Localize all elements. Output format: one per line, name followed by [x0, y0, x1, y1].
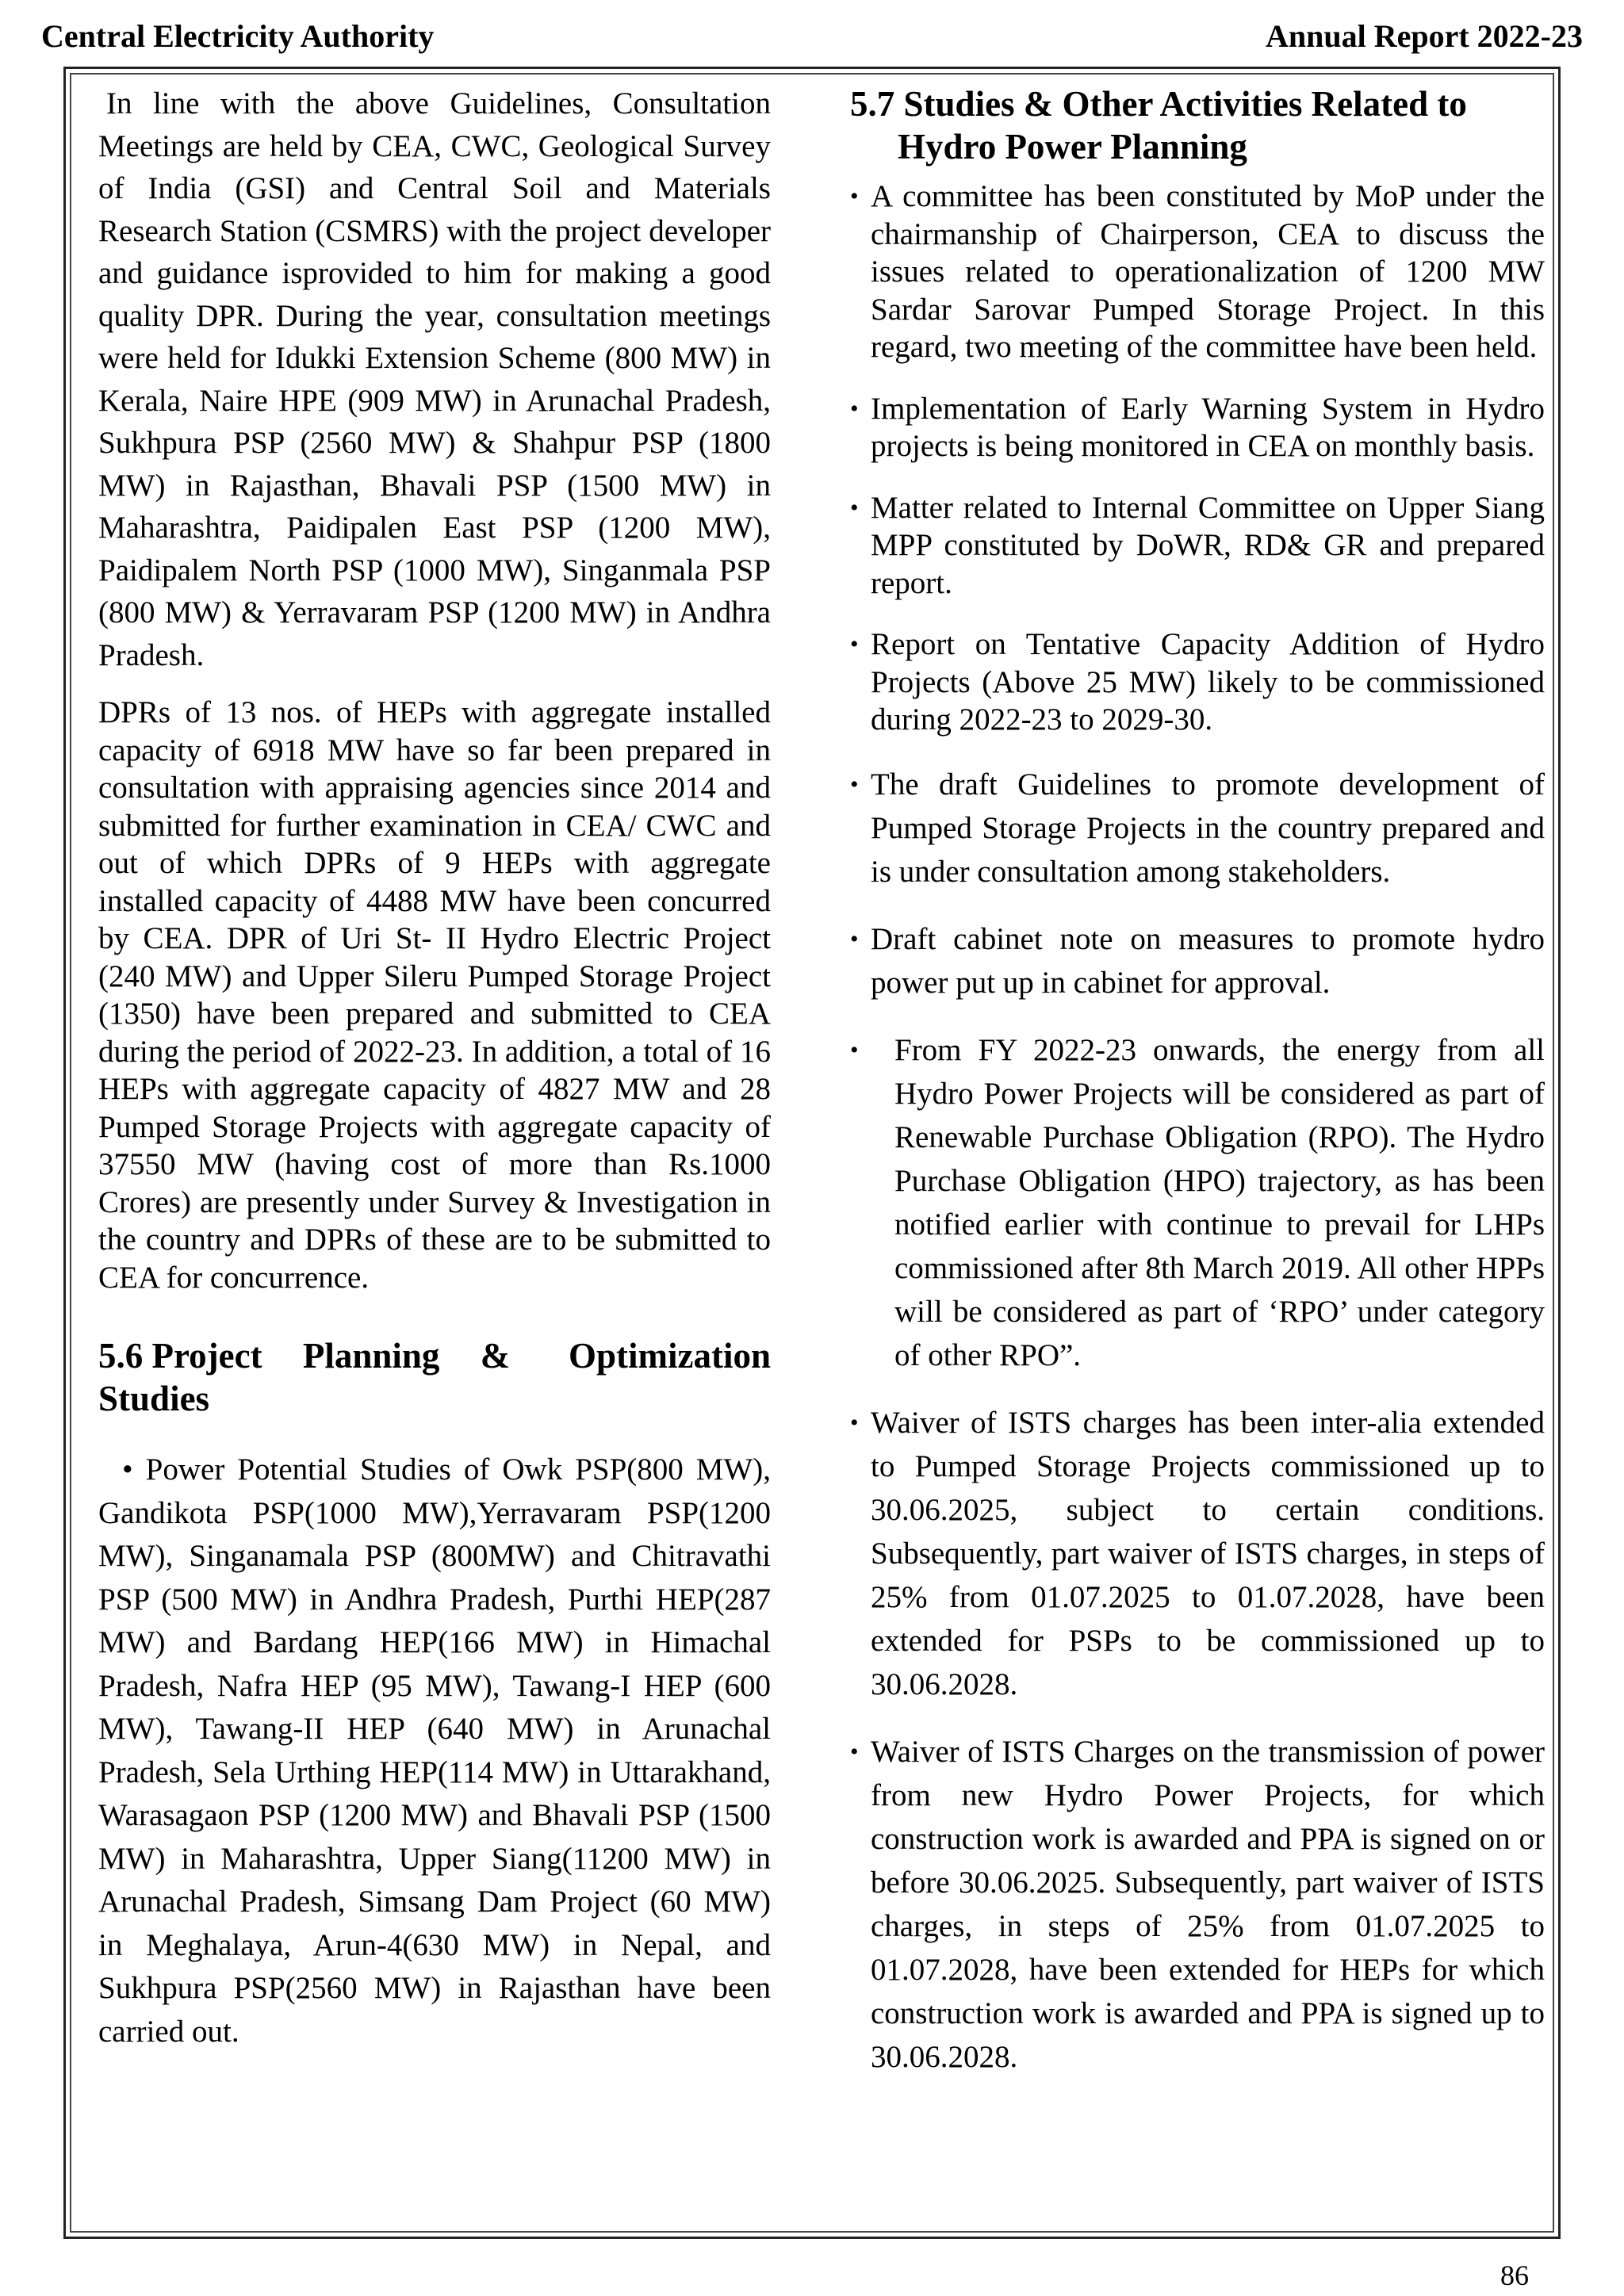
consultation-meetings-paragraph: In line with the above Guidelines, Consultation Meetings are held by CEA, CWC, Geological Survey of India (GSI) and Central Soil and Materials Research Station (CSMRS) with the project developer and guidance isprovided to him for making a good quality DPR. During the year, consultation meetings were held for Idukki Extension Scheme (800 MW) in Kerala, Naire HPE (909 MW) in Arunachal Pradesh, Sukhpura PSP (2560 MW) & Shahpur PSP (1800 MW) in Rajasthan, Bhavali PSP (1500 MW) in Maharashtra, Paidipalen East PSP (1200 MW), Paidipalem North PSP (1000 MW), Singanmala PSP (800 MW) & Yerravaram PSP (1200 MW) in Andhra Pradesh.	[98, 86, 771, 672]
bullet-marker: •	[850, 183, 859, 209]
left-column	[98, 82, 771, 2053]
section-5-6-heading: 5.6 Project Planning & Optimization Studies	[98, 1336, 771, 1418]
header-report-title: Annual Report 2022-23	[1265, 18, 1583, 54]
list-item: • From FY 2022-23 onwards, the energy from all Hydro Power Projects will be considered as part of Renewable Purchase Obligation (RPO). The Hydro Purchase Obligation (HPO) trajectory, as has been notified earlier with continue to prevail for LHPs commissioned after 8th March 2019. All other HPPs will be considered as part of ‘RPO’ under category of other RPO”.	[850, 1028, 1545, 1377]
section-5-7-title: Studies & Other Activities Related to Hydro Power Planning	[898, 84, 1467, 166]
dpr-status-paragraph: DPRs of 13 nos. of HEPs with aggregate installed capacity of 6918 MW have so far been prepared in consultation with appraising agencies since 2014 and submitted for further examination in CEA/ CWC and out of which DPRs of 9 HEPs with aggregate installed capacity of 4488 MW have been concurred by CEA. DPR of Uri St- II Hydro Electric Project (240 MW) and Upper Sileru Pumped Storage Project (1350) have been prepared and submitted to CEA during the period of 2022-23. In addition, a total of 16 HEPs with aggregate capacity of 4827 MW and 28 Pumped Storage Projects with aggregate capacity of 37550 MW (having cost of more than Rs.1000 Crores) are presently under Survey & Investigation in the country and DPRs of these are to be submitted to CEA for concurrence.	[98, 695, 771, 1295]
power-potential-studies-bullet	[98, 1448, 771, 2053]
list-item: • Matter related to Internal Committee on Upper Siang MPP constituted by DoWR, RD& GR and prepared report.	[850, 490, 1545, 600]
bullet-marker: •	[850, 494, 859, 521]
bullet-marker: •	[850, 925, 859, 952]
section-5-7-bullet-list	[850, 178, 1545, 2079]
list-item: • Implementation of Early Warning System in Hydro projects is being monitored in CEA on monthly basis.	[850, 391, 1545, 463]
section-5-7-heading	[850, 82, 1545, 168]
list-item: • The draft Guidelines to promote development of Pumped Storage Projects in the country prepared and is under consultation among stakeholders.	[850, 763, 1545, 894]
header-organization: Central Electricity Authority	[41, 18, 435, 54]
bullet-marker: •	[850, 631, 859, 657]
list-item: • Waiver of ISTS charges has been inter-alia extended to Pumped Storage Projects commissioned up to 30.06.2025, subject to certain conditions. Subsequently, part waiver of ISTS charges, in steps of 25% from 01.07.2025 to 01.07.2028, have been extended for PSPs to be commissioned up to 30.06.2028.	[850, 1401, 1545, 1706]
bullet-marker: •	[850, 395, 859, 422]
list-item: • Report on Tentative Capacity Addition of Hydro Projects (Above 25 MW) likely to be commissioned during 2022-23 to 2029-30.	[850, 627, 1545, 737]
section-5-6-title-line2: Studies	[98, 1379, 210, 1418]
bullet-marker: •	[850, 771, 859, 798]
bullet-marker: •	[122, 1452, 133, 1487]
section-5-6-number: 5.6	[98, 1336, 144, 1376]
bullet-marker: •	[850, 1409, 859, 1436]
bullet-marker: •	[850, 1738, 859, 1765]
right-column	[850, 82, 1545, 2103]
page-number: 86	[1500, 2260, 1529, 2291]
section-5-6-title-word: Project	[151, 1336, 262, 1376]
section-5-6-title-word: Planning	[302, 1336, 440, 1376]
list-item: • Waiver of ISTS Charges on the transmission of power from new Hydro Power Projects, for which construction work is awarded and PPA is signed on or before 30.06.2025. Subsequently, part waiver of ISTS charges, in steps of 25% from 01.07.2025 to 01.07.2028, have been extended for HEPs for which construction work is awarded and PPA is signed up to 30.06.2028.	[850, 1730, 1545, 2079]
list-item: • A committee has been constituted by MoP under the chairmanship of Chairperson, CEA to discuss the issues related to operationalization of 1200 MW Sardar Sarovar Pumped Storage Project. In this regard, two meeting of the committee have been held.	[850, 179, 1545, 364]
power-potential-studies-text: Power Potential Studies of Owk PSP(800 MW), Gandikota PSP(1000 MW),Yerravaram PSP(1200 MW), Singanamala PSP (800MW) and Chitravathi PSP (500 MW) in Andhra Pradesh, Purthi HEP(287 MW) and Bardang HEP(166 MW) in Himachal Pradesh, Nafra HEP (95 MW), Tawang-I HEP (600 MW), Tawang-II HEP (640 MW) in Arunachal Pradesh, Sela Urthing HEP(114 MW) in Uttarakhand, Warasagaon PSP (1200 MW) and Bhavali PSP (1500 MW) in Maharashtra, Upper Siang(11200 MW) in Arunachal Pradesh, Simsang Dam Project (60 MW) in Meghalaya, Arun-4(630 MW) in Nepal, and Sukhpura PSP(2560 MW) in Rajasthan have been carried out.	[98, 1452, 772, 2049]
list-item: • Draft cabinet note on measures to promote hydro power put up in cabinet for approval.	[850, 917, 1545, 1004]
bullet-marker: •	[850, 1036, 859, 1063]
section-5-6-title-word: Optimization	[569, 1336, 771, 1376]
section-5-7-number: 5.7	[850, 84, 895, 124]
